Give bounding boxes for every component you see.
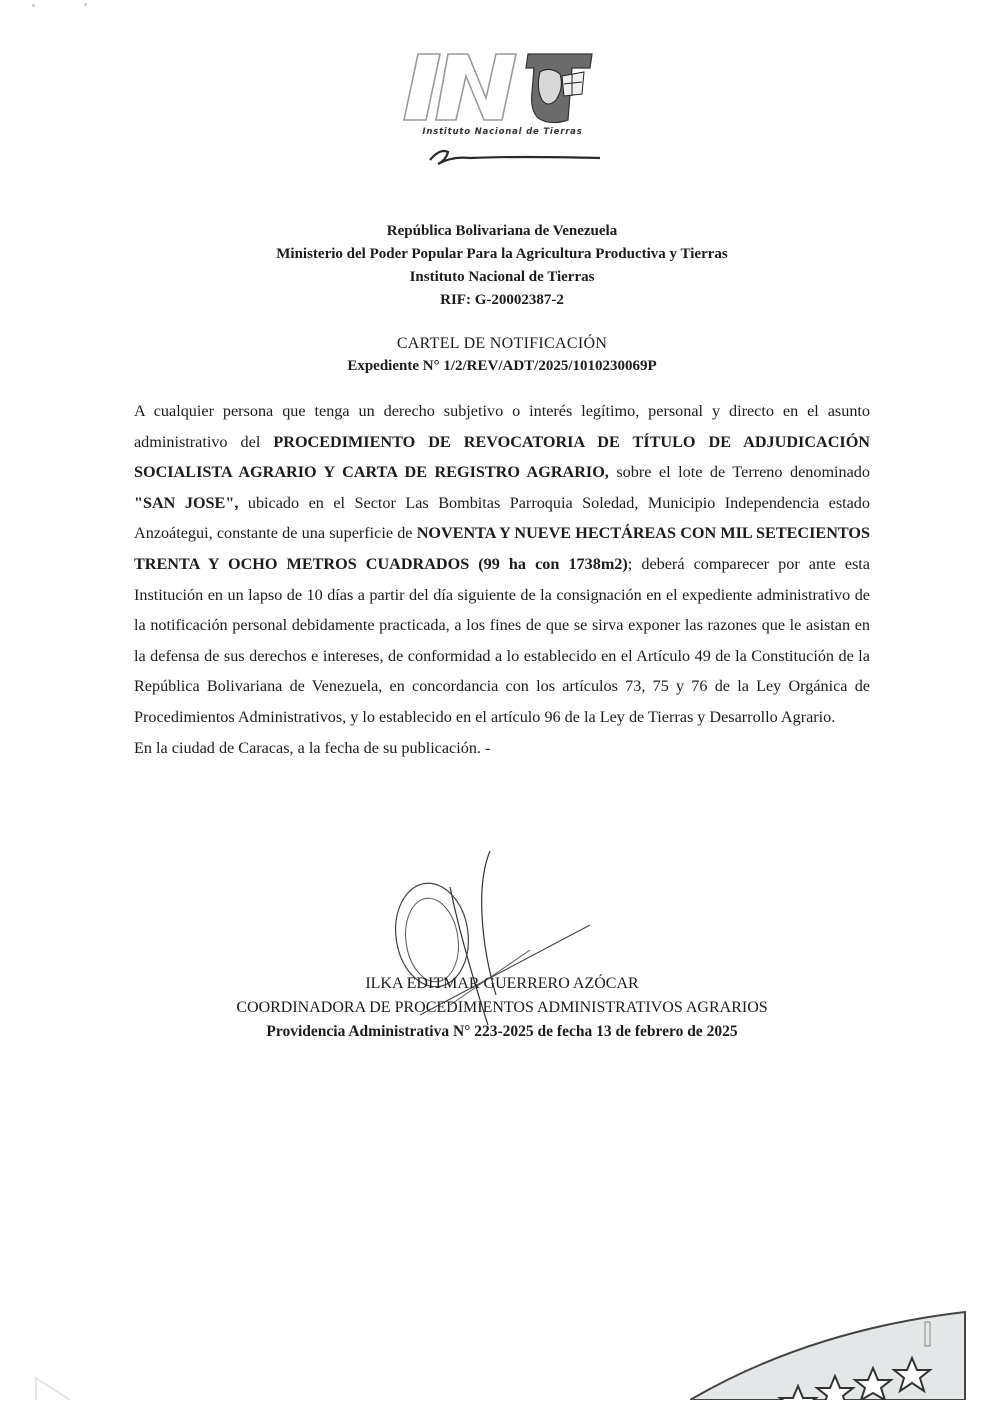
expediente-number: Expediente N° 1/2/REV/ADT/2025/1010230069P <box>347 358 657 374</box>
signer-name: ILKA EDITMAR GUERRERO AZÓCAR <box>365 975 639 992</box>
body-text-segment: sobre el lote de Terreno denominado <box>608 463 870 482</box>
signer-position: COORDINADORA DE PROCEDIMIENTOS ADMINISTRATIVOS AGRARIOS <box>236 999 768 1016</box>
scan-corner-mark <box>30 1372 90 1400</box>
document-title <box>0 333 989 377</box>
body-text-segment: ; deberá comparecer por ante esta Institución en un lapso de 10 días a partir del día siguiente de la consignación en el expediente administrativo de la notificación personal debidamente practicada, a los fines de que se sirva exponer las razones que le asistan en la defensa de sus derechos e intereses, de conformidad a lo establecido en el Artículo 49 de la Constitución de la República Bolivariana de Venezuela, en concordancia con los artículos 73, 75 y 76 de la Ley Orgánica de Procedimientos Administrativos, y lo establecido en el artículo 96 de la Ley de Tierras y Desarrollo Agrario. <box>134 554 870 726</box>
header-republic: República Bolivariana de Venezuela <box>386 223 618 239</box>
scan-artifact <box>32 4 35 7</box>
land-name: "SAN JOSE", <box>134 493 239 512</box>
body-paragraph <box>134 396 870 733</box>
providencia-reference: Providencia Administrativa N° 223-2025 de fecha 13 de febrero de 2025 <box>266 1023 738 1040</box>
title-heading: CARTEL DE NOTIFICACIÓN <box>396 335 608 352</box>
header-rif: RIF: G-20002387-2 <box>440 292 564 308</box>
body-text-segment: ubicado en el Sector Las Bombitas Parroquia Soledad, Municipio Independencia estado Anzoátegui, constante de una superficie de <box>134 493 870 543</box>
document-header <box>0 220 989 312</box>
body-text-segment: A cualquier persona que tenga un derecho subjetivo o interés legítimo, personal y directo en el asunto administrativo del <box>134 402 870 451</box>
notification-body <box>134 396 870 763</box>
int-logo-icon <box>400 48 605 183</box>
signature-block <box>0 972 989 1044</box>
land-area: NOVENTA Y NUEVE HECTÁREAS CON MIL SETECIENTOS TRENTA Y OCHO METROS CUADRADOS (99 ha con 1738m2) <box>134 524 870 573</box>
flag-emblem <box>690 1300 989 1400</box>
logo-caption: Instituto Nacional de Tierras <box>422 127 583 137</box>
scan-artifact <box>84 3 87 6</box>
closing-line: En la ciudad de Caracas, a la fecha de su publicación. - <box>134 738 491 757</box>
header-ministry: Ministerio del Poder Popular Para la Agricultura Productiva y Tierras <box>276 246 728 262</box>
procedure-name: PROCEDIMIENTO DE REVOCATORIA DE TÍTULO DE ADJUDICACIÓN SOCIALISTA AGRARIO Y CARTA DE REGISTRO AGRARIO, <box>134 432 870 482</box>
int-logo <box>400 48 605 183</box>
header-institute: Instituto Nacional de Tierras <box>409 269 595 285</box>
